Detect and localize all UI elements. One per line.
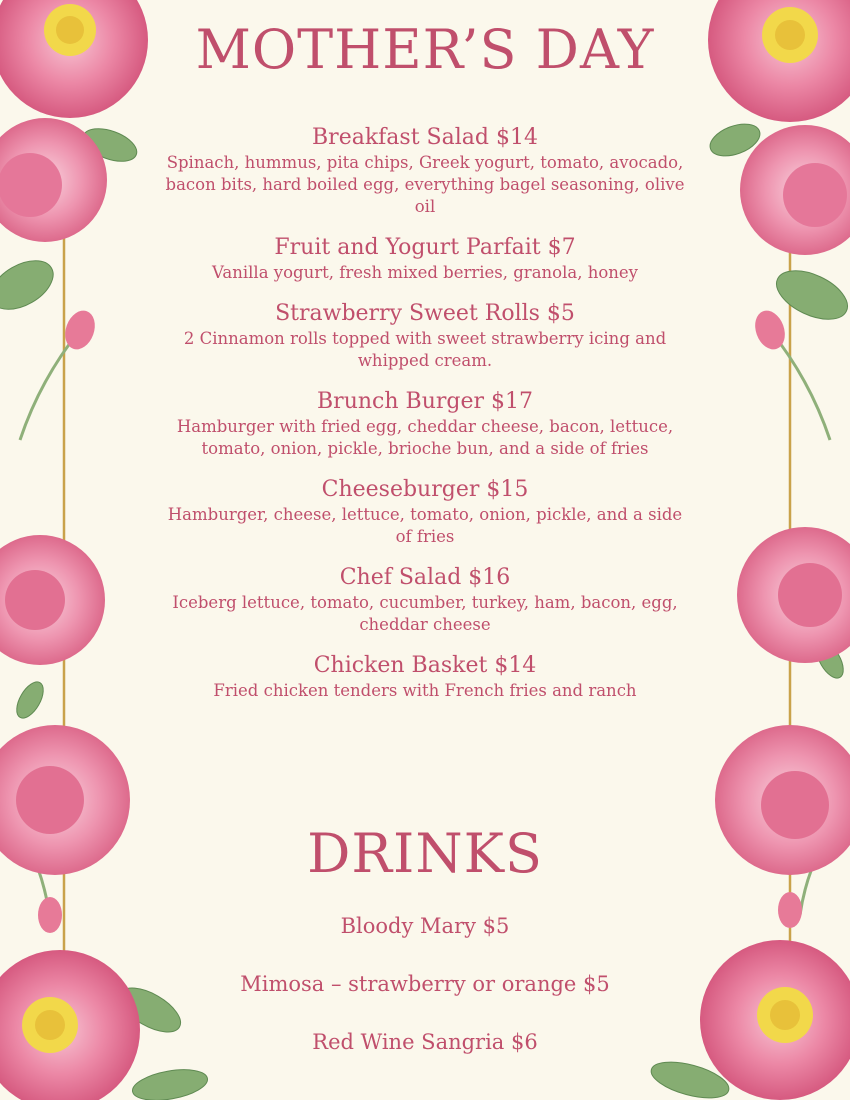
menu-list — [150, 124, 700, 718]
menu-item-description: Spinach, hummus, pita chips, Greek yogurt, tomato, avocado, bacon bits, hard boiled egg, everything bagel seasoning, olive oil — [165, 153, 685, 216]
menu-item-description: Fried chicken tenders with French fries and ranch — [213, 681, 637, 700]
menu-item-name: Cheeseburger $15 — [321, 477, 529, 502]
drink-item: Bloody Mary $5 — [340, 914, 510, 938]
drinks-heading: DRINKS — [307, 822, 543, 885]
drinks-list — [150, 912, 700, 1086]
menu-item-name: Chicken Basket $14 — [313, 653, 537, 678]
menu-item — [150, 124, 700, 218]
menu-item — [150, 300, 700, 372]
menu-item-name: Brunch Burger $17 — [317, 389, 533, 414]
rose-bottom-left — [0, 950, 140, 1100]
menu-item-description: Hamburger, cheese, lettuce, tomato, onion, pickle, and a side of fries — [167, 505, 683, 546]
menu-item-description: Vanilla yogurt, fresh mixed berries, granola, honey — [212, 263, 638, 282]
rose-top-left — [0, 0, 148, 242]
menu-item-description: Iceberg lettuce, tomato, cucumber, turkey, ham, bacon, egg, cheddar cheese — [172, 593, 678, 634]
menu-item — [150, 652, 700, 702]
menu-item-name: Breakfast Salad $14 — [312, 125, 538, 150]
page-title: MOTHER’S DAY — [195, 18, 655, 81]
menu-item-name: Fruit and Yogurt Parfait $7 — [274, 235, 576, 260]
menu-item-description: Hamburger with fried egg, cheddar cheese, bacon, lettuce, tomato, onion, pickle, brioche bun, and a side of fries — [176, 417, 674, 458]
menu-item — [150, 564, 700, 636]
rose-middle-right — [715, 527, 850, 875]
rose-bottom-right — [700, 940, 850, 1100]
menu-item — [150, 476, 700, 548]
menu-item-name: Chef Salad $16 — [339, 565, 511, 590]
drink-item: Red Wine Sangria $6 — [312, 1030, 538, 1054]
menu-item-name: Strawberry Sweet Rolls $5 — [275, 301, 575, 326]
menu-item — [150, 388, 700, 460]
drink-item: Mimosa – strawberry or orange $5 — [240, 972, 610, 996]
menu-item-description: 2 Cinnamon rolls topped with sweet strawberry icing and whipped cream. — [183, 329, 667, 370]
menu-item — [150, 234, 700, 284]
